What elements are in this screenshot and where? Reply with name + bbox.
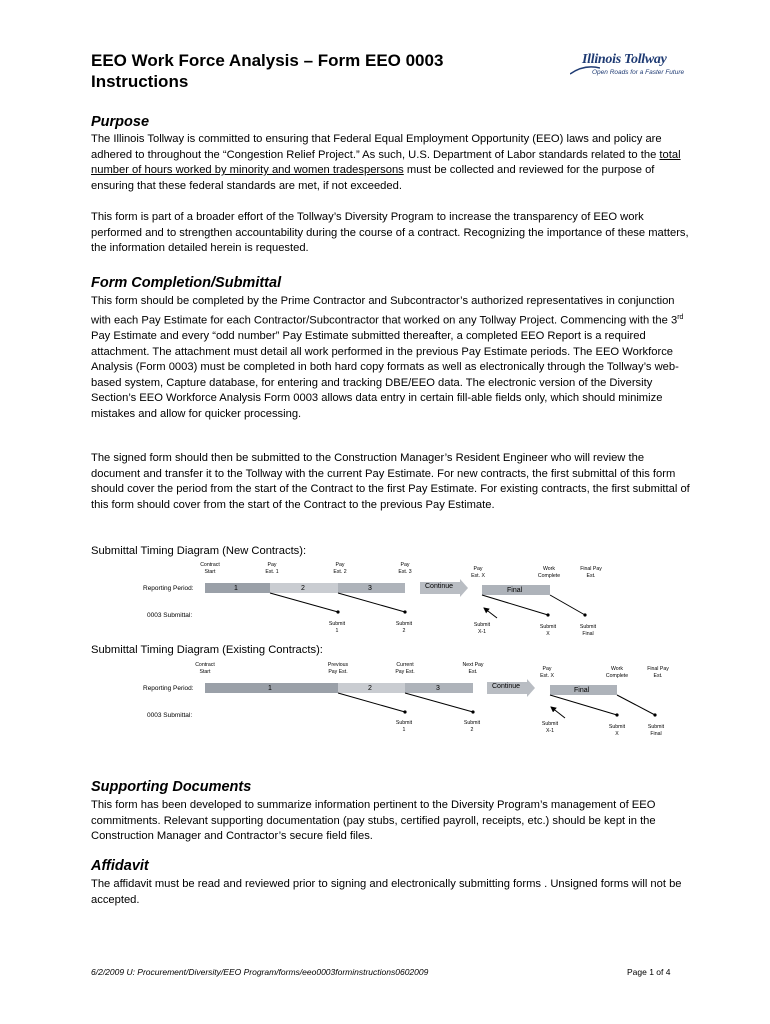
purpose-paragraph-2: This form is part of a broader effort of the Tollway’s Diversity Program to increase the transparency of EEO work performed and to strengthen accountability during the course of a contract. Recognizing the importance of these matters, the information detailed herein is requested. (91, 211, 689, 255)
new-label-pay-est-x: Pay Est. X (471, 566, 485, 579)
affidavit-paragraph: The affidavit must be read and reviewed prior to signing and electronically submitting forms . Unsigned forms will not be accepted. (91, 878, 682, 906)
existing-submittal-label: 0003 Submittal: (147, 712, 193, 719)
footer-path: 6/2/2009 U: Procurement/Diversity/EEO Program/forms/eeo0003forminstructions0602009 (91, 967, 429, 977)
existing-line-1 (338, 693, 405, 712)
existing-label-previous-pay-est: Previous Pay Est. (327, 662, 349, 675)
existing-period-2: 2 (368, 685, 372, 692)
new-line-2 (338, 593, 405, 612)
diagram-existing-title: Submittal Timing Diagram (Existing Contracts): (91, 644, 323, 656)
document-title (91, 50, 511, 92)
supporting-heading: Supporting Documents (91, 779, 252, 795)
new-label-work-complete: Work Complete (537, 566, 561, 579)
new-submit-final: Submit Final (579, 624, 597, 637)
supporting-paragraph: This form has been developed to summarize information pertinent to the Diversity Program’s management of EEO commitments. Relevant supporting documentation (pay stubs, certified payroll, receipts, etc.) should be kept in the Construction Manager and Contractor’s secure field files. (91, 799, 656, 843)
existing-label-next-pay-est: Next Pay Est. (462, 662, 484, 675)
affidavit-heading: Affidavit (91, 858, 149, 874)
new-period-1: 1 (234, 585, 238, 592)
logo-brand: Illinois Tollway (582, 52, 667, 67)
existing-period-3: 3 (436, 685, 440, 692)
existing-label-pay-est-x: Pay Est. X (540, 666, 554, 679)
logo-tagline: Open Roads for a Faster Future (592, 69, 685, 76)
new-period-2: 2 (301, 585, 305, 592)
purpose-p1-text: The Illinois Tollway is committed to ensuring that Federal Equal Employment Opportunity (EEO) laws and policy are adhered to throughout the “Congestion Relief Project.” As such, U.S. Department of Labor standards related to the (91, 133, 662, 161)
title-line-1: EEO Work Force Analysis – Form EEO 0003 (91, 51, 444, 70)
new-back-arrow-icon (484, 608, 497, 618)
existing-line-2 (405, 693, 473, 712)
form-completion-heading: Form Completion/Submittal (91, 275, 282, 291)
existing-continue-label: Continue (492, 683, 521, 690)
new-final-label: Final (507, 587, 523, 594)
new-label-pay-est-3: Pay Est. 3 (398, 562, 412, 575)
existing-submit-x: Submit X (608, 724, 626, 737)
existing-line-4 (617, 695, 655, 715)
purpose-p1-underlined: total number of hours worked by minority and women tradespersons (91, 148, 681, 177)
existing-final-label: Final (574, 687, 590, 694)
existing-back-arrow-icon (551, 707, 565, 718)
existing-submit-2: Submit 2 (463, 720, 481, 733)
new-reporting-period-label: Reporting Period: (143, 585, 194, 592)
new-period-3: 3 (368, 585, 372, 592)
fc-p1-text: This form should be completed by the Prime Contractor and Subcontractor’s authorized representatives in conjunction with each Pay Estimate for each Contractor/Subcontractor that worked on any Tollway Project. Commencing with the 3 (91, 295, 678, 327)
purpose-p1-text-end: must be collected and reviewed for the purpose of ensuring that these federal standards are met, if not exceeded. (91, 164, 655, 192)
existing-period-1: 1 (268, 685, 272, 692)
new-submit-x-1: Submit X-1 (473, 622, 491, 635)
new-submittal-label: 0003 Submittal: (147, 612, 193, 619)
new-label-final-pay-est: Final Pay Est. (580, 566, 602, 579)
title-line-2: Instructions (91, 72, 189, 91)
new-continue-label: Continue (425, 583, 454, 590)
diagram-new-title: Submittal Timing Diagram (New Contracts): (91, 545, 307, 557)
existing-label-contract-start: Contract Start (195, 662, 215, 675)
existing-reporting-period-label: Reporting Period: (143, 685, 194, 692)
existing-submit-x-1: Submit X-1 (541, 721, 559, 734)
new-submit-2: Submit 2 (395, 621, 413, 634)
new-line-4 (550, 595, 585, 615)
fc-p1-superscript: rd (677, 313, 684, 321)
existing-line-3 (550, 695, 617, 715)
purpose-paragraph-1 (91, 132, 691, 194)
new-submit-x: Submit X (539, 624, 557, 637)
existing-submit-final: Submit Final (647, 724, 665, 737)
fc-p1-text-end: Pay Estimate and every “odd number” Pay Estimate submitted thereafter, a completed EEO Report is a required attachment. The attachment must detail all work performed in the previous Pay Estimate periods. The EEO Workforce Analysis (Form 0003) must be completed in both hard copy formats as well as electronically through the Tollway’s web-based system, Capture database, for entering and tracking DBE/EEO data. The electronic version of the Diversity Section’s EEO Workforce Analysis Form 0003 allows data entry in certain fill-able fields only, which should minimize mistakes and allow for quicker processing. (91, 329, 679, 420)
existing-label-current-pay-est: Current Pay Est. (395, 662, 415, 675)
purpose-heading: Purpose (91, 114, 150, 130)
existing-label-final-pay-est: Final Pay Est. (647, 666, 669, 679)
footer-page-number: Page 1 of 4 (627, 967, 671, 977)
tollway-logo (570, 50, 685, 84)
new-label-pay-est-2: Pay Est. 2 (333, 562, 347, 575)
new-submit-1: Submit 1 (328, 621, 346, 634)
new-label-pay-est-1: Pay Est. 1 (265, 562, 279, 575)
form-completion-paragraph-2: The signed form should then be submitted to the Construction Manager’s Resident Engineer who will review the document and transfer it to the Tollway with the current Pay Estimate. For new contracts, the first submittal of this form should cover the period from the start of the Contract to the first Pay Estimate. For existing contracts, the first submittal of this form should cover from the start of the Contract to the previous Pay Estimate. (91, 452, 690, 511)
existing-submit-1: Submit 1 (395, 720, 413, 733)
form-completion-paragraph-1 (91, 294, 691, 422)
new-line-3 (482, 595, 548, 615)
new-label-contract-start: Contract Start (200, 562, 220, 575)
existing-label-work-complete: Work Complete (605, 666, 629, 679)
new-line-1 (270, 593, 338, 612)
